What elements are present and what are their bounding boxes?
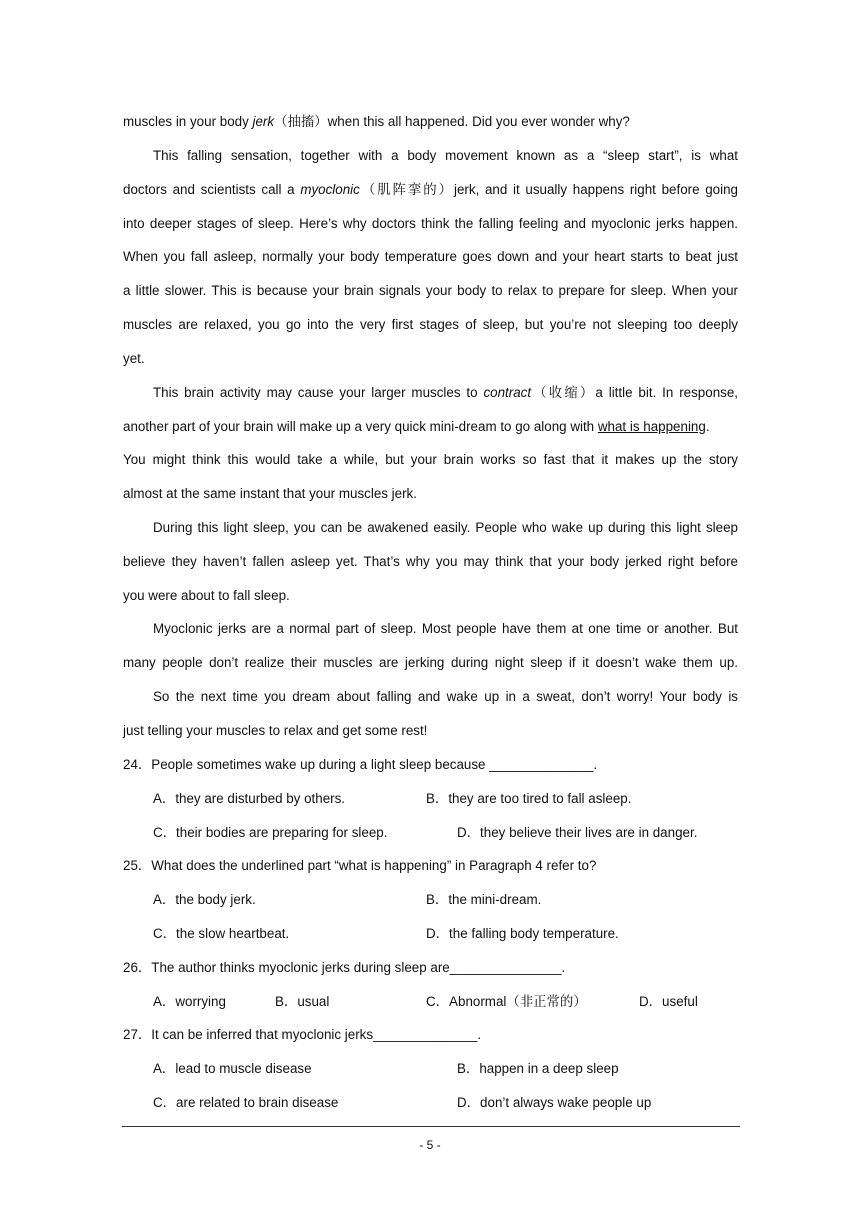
option-b: B．they are too tired to fall asleep. <box>426 791 632 806</box>
passage-line: believe they haven’t fallen asleep yet. That’s why you may think that your body jerked right before <box>123 554 738 569</box>
passage-line: So the next time you dream about falling and wake up in a sweat, don’t worry! Your body is <box>153 689 738 704</box>
passage-line: This falling sensation, together with a body movement known as a “sleep start”, is what <box>153 148 738 163</box>
option-c: C．their bodies are preparing for sleep. <box>153 825 388 840</box>
option-a: A．lead to muscle disease <box>153 1061 312 1076</box>
page-number: - 5 - <box>419 1138 441 1152</box>
passage-line <box>123 418 738 436</box>
question-stem: 26．The author thinks myoclonic jerks during sleep are_______________. <box>123 960 566 975</box>
option-c: C．Abnormal（非正常的） <box>426 994 587 1009</box>
option-d: D．useful <box>639 994 698 1009</box>
footer-divider <box>122 1126 740 1127</box>
option-b: B．the mini-dream. <box>426 892 542 907</box>
passage-line: yet. <box>123 351 145 366</box>
passage-line: almost at the same instant that your muscles jerk. <box>123 486 417 501</box>
passage-text: . <box>705 419 710 434</box>
passage-line: just telling your muscles to relax and get some rest! <box>123 723 428 738</box>
passage-line: This brain activity may cause your larger muscles to contract（收缩）a little bit. In response, <box>153 385 739 400</box>
option-d: D．don’t always wake people up <box>457 1095 652 1110</box>
question-stem: 24．People sometimes wake up during a light sleep because ______________. <box>123 757 598 772</box>
passage-line: When you fall asleep, normally your body temperature goes down and your heart starts to beat just <box>123 249 738 264</box>
passage-text: another part of your brain will make up a very quick mini-dream to go along with <box>123 419 598 434</box>
passage-line: muscles are relaxed, you go into the very first stages of sleep, but you’re not sleeping too deeply <box>123 317 738 332</box>
question-stem: 27．It can be inferred that myoclonic jerks______________. <box>123 1027 482 1042</box>
option-b: B．usual <box>275 994 330 1009</box>
underlined-phrase: what is happening <box>597 419 706 434</box>
passage-line: Myoclonic jerks are a normal part of sleep. Most people have them at one time or another. But <box>153 621 738 636</box>
option-b: B．happen in a deep sleep <box>457 1061 619 1076</box>
passage-line: During this light sleep, you can be awakened easily. People who wake up during this light sleep <box>153 520 738 535</box>
passage-line: many people don’t realize their muscles are jerking during night sleep if it doesn’t wake them up. <box>123 655 738 670</box>
option-c: C．the slow heartbeat. <box>153 926 290 941</box>
option-d: D．they believe their lives are in danger. <box>457 825 698 840</box>
option-d: D．the falling body temperature. <box>426 926 619 941</box>
passage-line: into deeper stages of sleep. Here’s why doctors think the falling feeling and myoclonic jerks happen. <box>123 216 738 231</box>
passage-line: a little slower. This is because your brain signals your body to relax to prepare for sleep. When your <box>123 283 738 298</box>
passage-line: You might think this would take a while, but your brain works so fast that it makes up the story <box>123 452 738 467</box>
question-stem: 25．What does the underlined part “what is happening” in Paragraph 4 refer to? <box>123 858 597 873</box>
passage-line: you were about to fall sleep. <box>123 588 290 603</box>
option-a: A．the body jerk. <box>153 892 256 907</box>
option-c: C．are related to brain disease <box>153 1095 339 1110</box>
option-a: A．they are disturbed by others. <box>153 791 346 806</box>
passage-line: muscles in your body jerk（抽搐）when this all happened. Did you ever wonder why? <box>123 114 630 129</box>
passage-line: doctors and scientists call a myoclonic（肌阵挛的）jerk, and it usually happens right before going <box>123 182 738 197</box>
option-a: A．worrying <box>153 994 226 1009</box>
